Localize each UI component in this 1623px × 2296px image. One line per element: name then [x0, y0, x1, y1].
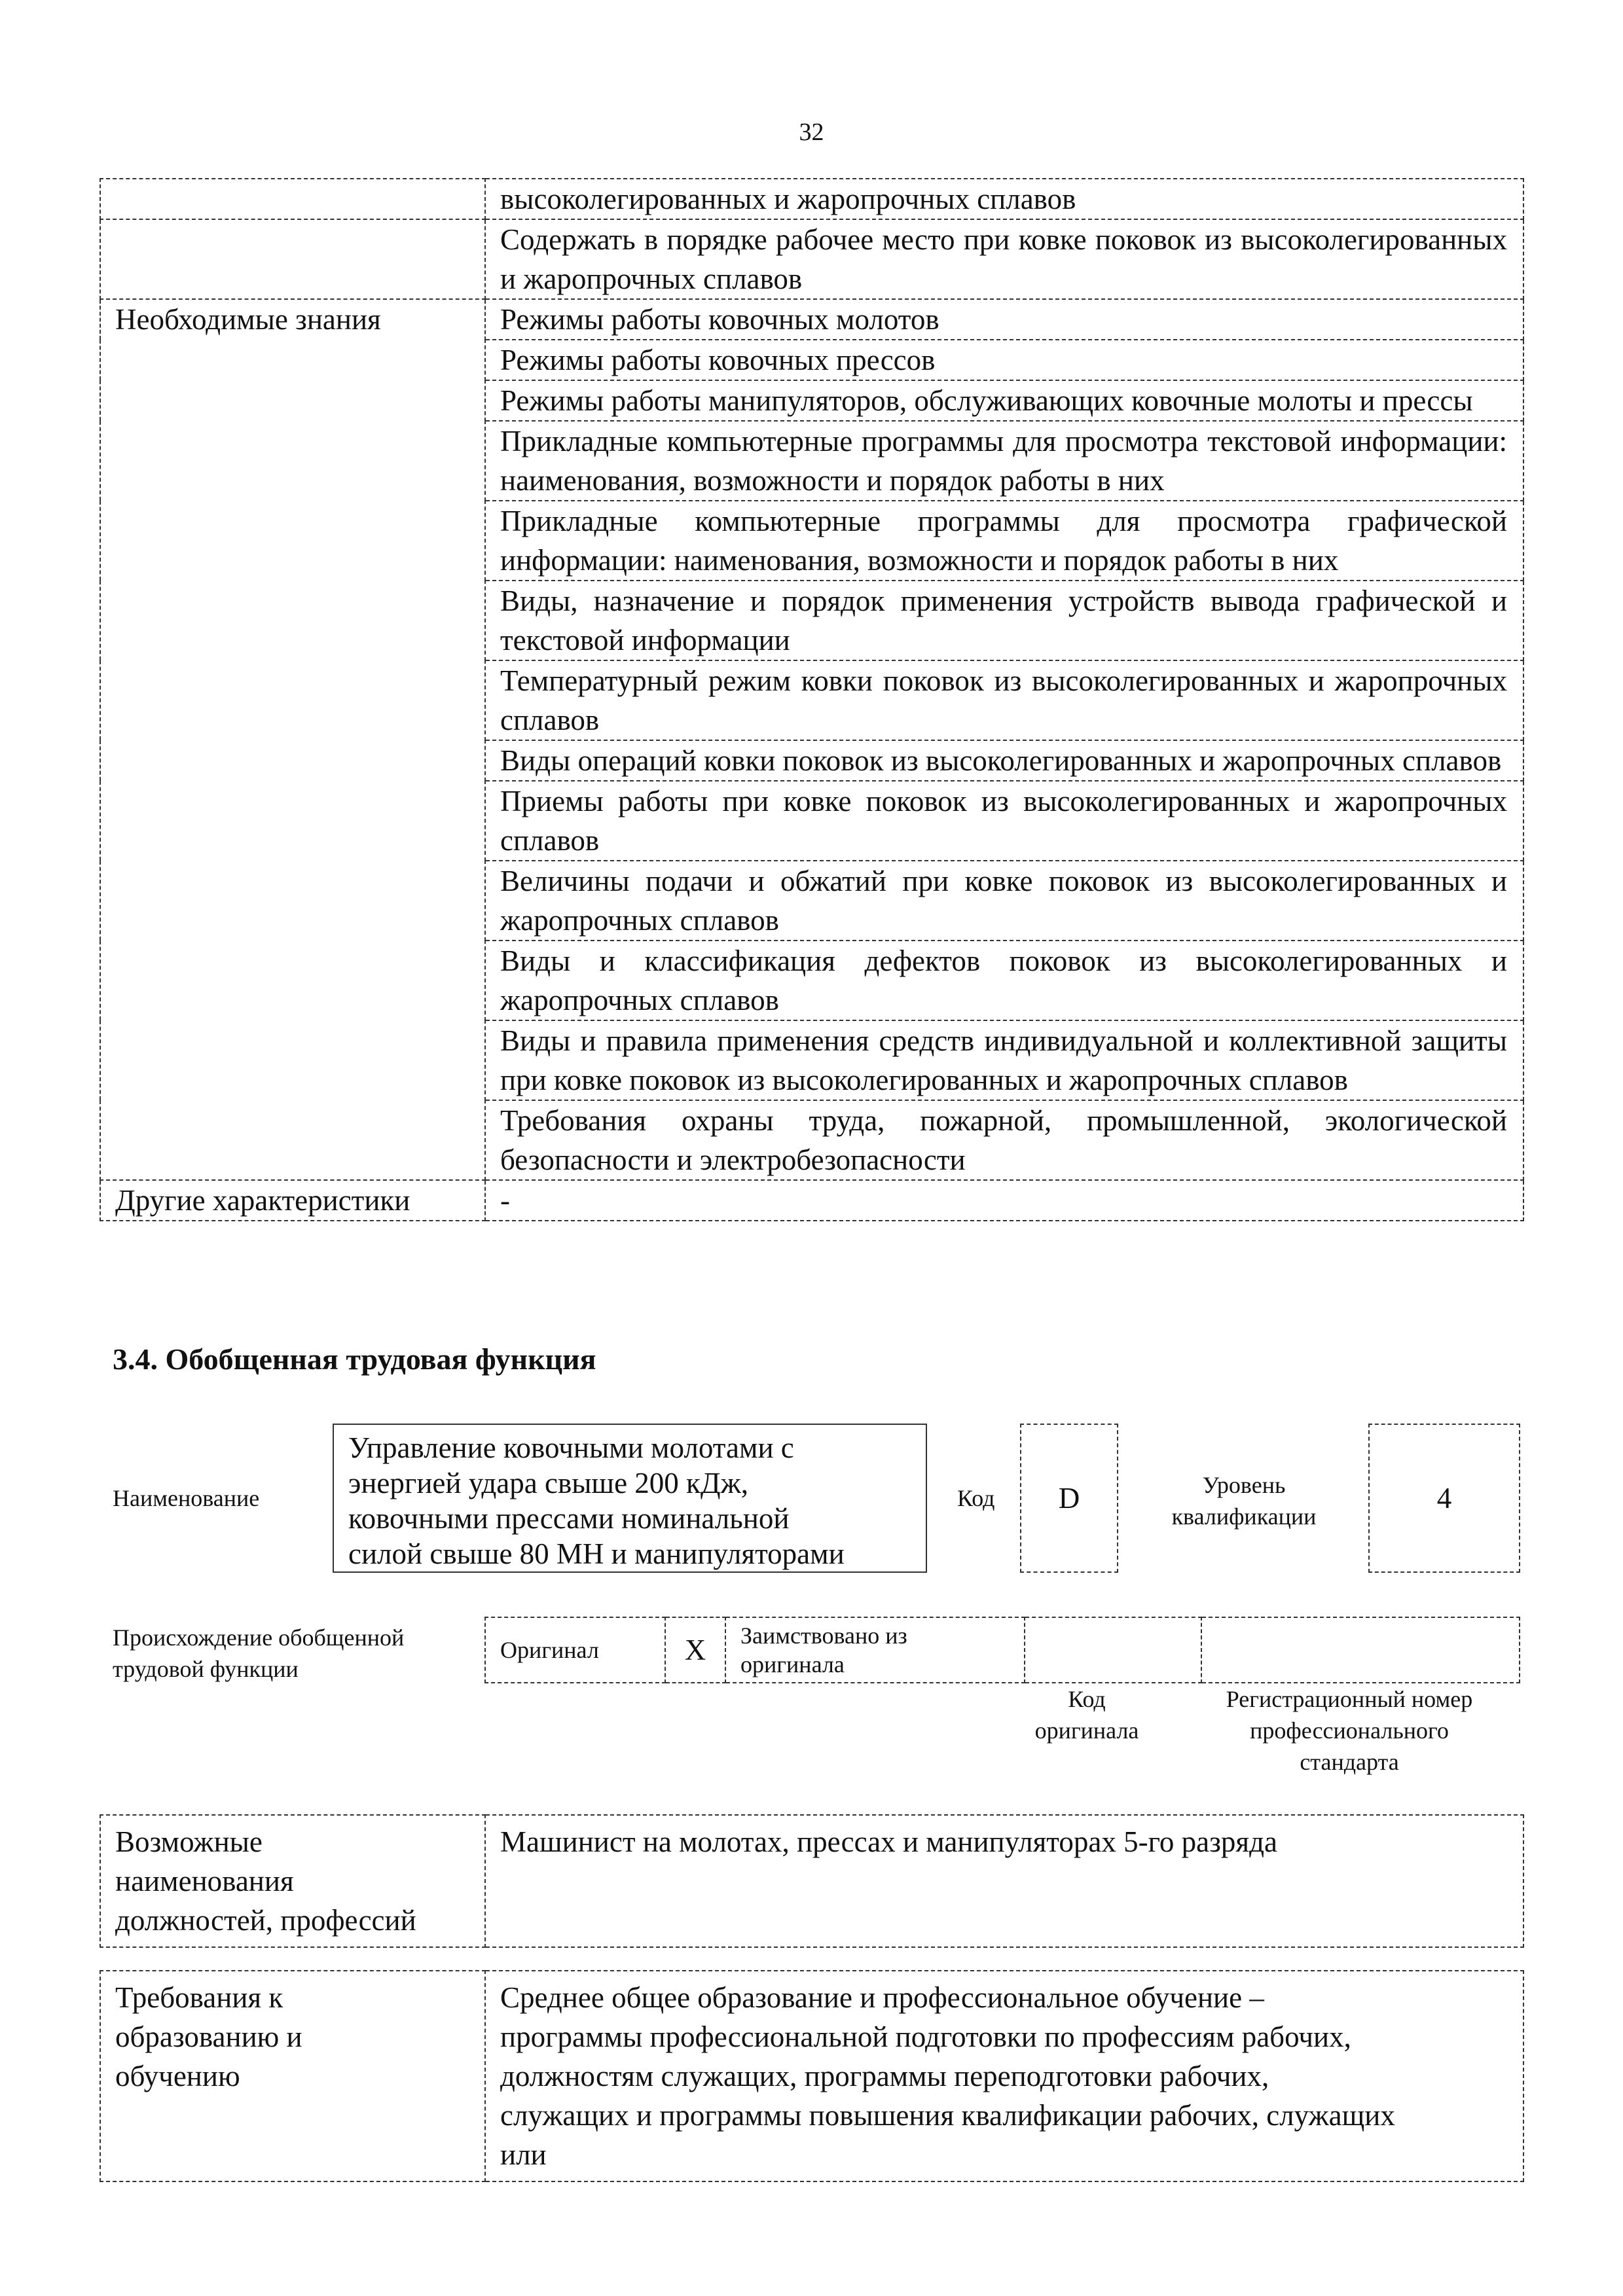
row-item	[485, 1100, 1523, 1180]
row-item-text: Режимы работы ковочных молотов	[500, 303, 939, 336]
page-number: 32	[799, 118, 824, 146]
function-name-line: Управление ковочными молотами с	[348, 1431, 794, 1464]
origin-label	[113, 1622, 404, 1685]
value-line: Среднее общее образование и профессиональное обучение –	[500, 1981, 1264, 2014]
row-item	[485, 340, 1523, 380]
level-label-line: квалификации	[1171, 1503, 1317, 1530]
code-value: D	[1058, 1482, 1080, 1515]
label-line: Возможные	[115, 1825, 263, 1858]
origin-borrowed-cell	[725, 1617, 1025, 1683]
row-item	[485, 740, 1523, 781]
row-item	[485, 380, 1523, 421]
function-name-line: энергией удара свыше 200 кДж,	[348, 1467, 748, 1499]
row-item-text: -	[500, 1184, 510, 1217]
origin-code-cell	[1025, 1617, 1201, 1683]
row-item	[485, 421, 1523, 501]
function-name-line: ковочными прессами номинальной	[348, 1502, 790, 1535]
row-item-text: Содержать в порядке рабочее место при ковке поковок из высоколегированных и жаропрочных сплавов	[500, 223, 1507, 295]
borrowed-line: оригинала	[740, 1651, 845, 1677]
row-item	[485, 299, 1523, 340]
row-label: Необходимые знания	[100, 299, 485, 1180]
row-item-text: Прикладные компьютерные программы для просмотра графической информации: наименования, возможности и порядок работы в них	[500, 505, 1507, 577]
row-item-text: Требования охраны труда, пожарной, промышленной, экологической безопасности и электробезопасности	[500, 1104, 1507, 1176]
row-item-text: Виды и классификация дефектов поковок из высоколегированных и жаропрочных сплавов	[500, 944, 1507, 1016]
origin-original-cell: Оригинал	[485, 1617, 665, 1683]
row-item	[485, 179, 1523, 219]
section-heading: 3.4. Обобщенная трудовая функция	[113, 1342, 596, 1376]
row-item-text: высоколегированных и жаропрочных сплавов	[500, 183, 1076, 215]
name-label: Наименование	[113, 1485, 260, 1511]
row-item	[485, 581, 1523, 660]
row-item	[485, 781, 1523, 861]
row-item	[485, 1020, 1523, 1100]
origin-registration-cell	[1201, 1617, 1520, 1683]
row-item	[485, 660, 1523, 740]
row-item	[485, 219, 1523, 299]
origin-label-line: трудовой функции	[113, 1656, 299, 1682]
level-label-line: Уровень	[1202, 1472, 1286, 1498]
caption-registration-number	[1178, 1683, 1520, 1778]
caption-original-code	[1021, 1683, 1152, 1746]
origin-table	[484, 1617, 1520, 1683]
code-label: Код	[957, 1485, 995, 1511]
table-row	[100, 299, 1523, 340]
education-label	[100, 1971, 485, 2181]
label-line: должностей, профессий	[115, 1904, 416, 1937]
education-value	[485, 1971, 1523, 2181]
value-line: программы профессиональной подготовки по профессиям рабочих,	[500, 2020, 1351, 2053]
function-name-line: силой свыше 80 МН и манипуляторами	[348, 1537, 845, 1570]
positions-value: Машинист на молотах, прессах и манипуляторах 5-го разряда	[485, 1815, 1523, 1947]
code-value-box	[1020, 1424, 1118, 1573]
caption-line: профессионального	[1250, 1717, 1449, 1744]
row-item-text: Величины подачи и обжатий при ковке поковок из высоколегированных и жаропрочных сплавов	[500, 865, 1507, 937]
row-label	[100, 179, 485, 219]
row-item	[485, 501, 1523, 581]
qualification-level-value: 4	[1436, 1482, 1452, 1515]
value-line: или	[500, 2138, 547, 2171]
caption-line: стандарта	[1300, 1749, 1399, 1775]
caption-line: оригинала	[1034, 1717, 1139, 1744]
row-item	[485, 1180, 1523, 1221]
row-item-text: Режимы работы ковочных прессов	[500, 344, 936, 376]
qualification-level-box	[1368, 1424, 1520, 1573]
row-item	[485, 941, 1523, 1020]
row-item-text: Виды операций ковки поковок из высоколегированных и жаропрочных сплавов	[500, 744, 1502, 777]
caption-line: Регистрационный номер	[1226, 1686, 1473, 1712]
value-line: служащих и программы повышения квалификации рабочих, служащих	[500, 2099, 1395, 2132]
row-item-text: Режимы работы манипуляторов, обслуживающих ковочные молоты и прессы	[500, 384, 1473, 417]
row-item-text: Приемы работы при ковке поковок из высоколегированных и жаропрочных сплавов	[500, 785, 1507, 857]
row-label	[100, 219, 485, 299]
label-line: обучению	[115, 2060, 240, 2092]
caption-line: Код	[1068, 1686, 1106, 1712]
origin-mark-cell: X	[665, 1617, 725, 1683]
positions-table	[100, 1814, 1524, 1948]
value-line: должностям служащих, программы переподготовки рабочих,	[500, 2060, 1269, 2092]
row-item	[485, 861, 1523, 941]
label-line: образованию и	[115, 2020, 302, 2053]
label-line: Требования к	[115, 1981, 283, 2014]
row-item-text: Виды, назначение и порядок применения устройств вывода графической и текстовой информации	[500, 584, 1507, 656]
education-table	[100, 1970, 1524, 2182]
origin-label-line: Происхождение обобщенной	[113, 1624, 405, 1651]
label-line: наименования	[115, 1865, 294, 1897]
row-item-text: Температурный режим ковки поковок из высоколегированных и жаропрочных сплавов	[500, 664, 1507, 736]
skills-knowledge-table	[100, 178, 1524, 1221]
positions-label	[100, 1815, 485, 1947]
table-row	[100, 219, 1523, 299]
function-name-box	[333, 1424, 927, 1573]
table-row	[100, 1180, 1523, 1221]
table-row	[100, 179, 1523, 219]
row-item-text: Прикладные компьютерные программы для просмотра текстовой информации: наименования, возможности и порядок работы в них	[500, 425, 1507, 497]
row-item-text: Виды и правила применения средств индивидуальной и коллективной защиты при ковке поковок из высоколегированных и жаропрочных сплавов	[500, 1024, 1507, 1096]
borrowed-line: Заимствовано из	[740, 1623, 907, 1649]
row-label: Другие характеристики	[100, 1180, 485, 1221]
qualification-level-label	[1139, 1469, 1349, 1532]
